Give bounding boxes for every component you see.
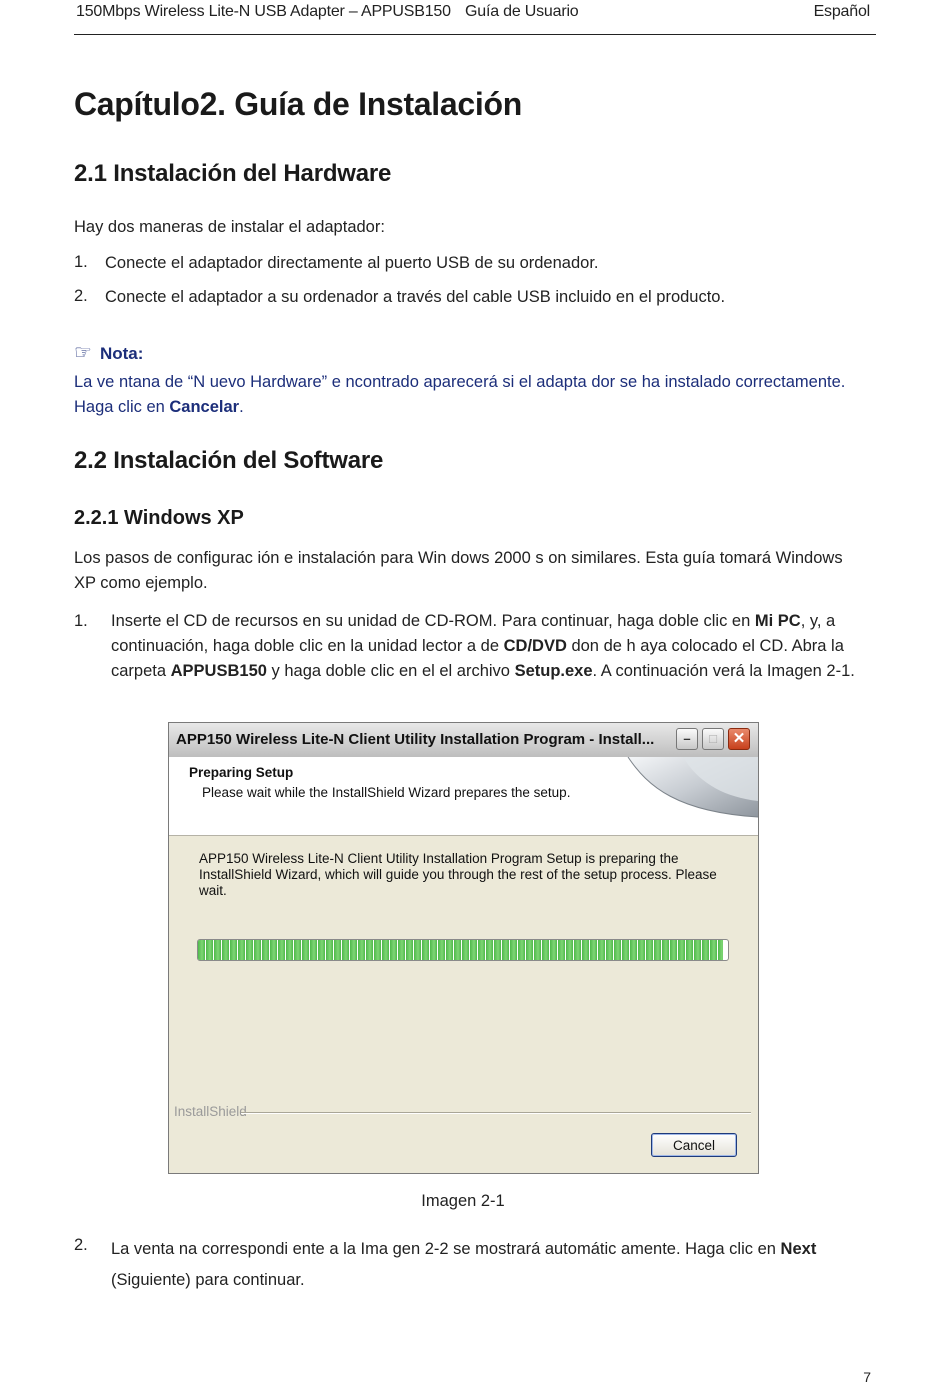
header-guide: Guía de Usuario bbox=[465, 3, 579, 20]
close-button[interactable]: ✕ bbox=[728, 728, 750, 750]
note-text bbox=[74, 370, 864, 420]
banner-title: Preparing Setup bbox=[189, 765, 294, 780]
software-step-1-number: 1. bbox=[74, 612, 88, 630]
step2-part-1: La venta na correspondi ente a la Ima gen 2-2 se mostrará automátic amente. Haga clic en bbox=[111, 1240, 781, 1258]
hardware-item-2-number: 2. bbox=[74, 287, 88, 305]
step1-bold-cd-dvd: CD/DVD bbox=[503, 637, 567, 655]
note-text-after: . bbox=[239, 398, 244, 416]
installer-titlebar[interactable] bbox=[169, 723, 758, 758]
installer-title: APP150 Wireless Lite-N Client Utility Installation Program - Install... bbox=[176, 731, 655, 748]
progress-fill bbox=[198, 940, 723, 960]
maximize-button: □ bbox=[702, 728, 724, 750]
installer-progress-bar bbox=[197, 939, 729, 961]
installer-message: APP150 Wireless Lite-N Client Utility Installation Program Setup is preparing the InstallShield Wizard, which will guide you through the rest of the setup process. Please wait. bbox=[199, 851, 717, 898]
cancel-button[interactable]: Cancel bbox=[651, 1133, 737, 1157]
step1-bold-folder: APPUSB150 bbox=[170, 662, 267, 680]
figure-caption: Imagen 2-1 bbox=[421, 1192, 505, 1210]
note-title-label: Nota: bbox=[99, 344, 144, 363]
step1-part-4: y haga doble clic en el el archivo bbox=[266, 662, 515, 680]
section-hardware-heading: 2.1 Instalación del Hardware bbox=[74, 160, 392, 187]
step1-part-5: . A continuación verá la Imagen 2-1. bbox=[592, 662, 855, 680]
chapter-title: Capítulo2. Guía de Instalación bbox=[74, 86, 522, 122]
step1-part-1: Inserte el CD de recursos en su unidad de CD-ROM. Para continuar, haga doble clic en bbox=[111, 612, 755, 630]
note-text-before: La ve ntana de “N uevo Hardware” e ncontrado aparecerá si el adapta dor se ha instalado correctamente. Haga clic en bbox=[74, 373, 846, 416]
hardware-item-1-text: Conecte el adaptador directamente al puerto USB de su ordenador. bbox=[105, 254, 599, 272]
software-intro: Los pasos de configurac ión e instalación para Win dows 2000 s on similares. Esta guía tomará Windows XP como ejemplo. bbox=[74, 549, 843, 592]
page-curl-graphic bbox=[588, 757, 758, 835]
hardware-intro: Hay dos maneras de instalar el adaptador: bbox=[74, 218, 385, 236]
brand-divider bbox=[241, 1112, 751, 1114]
software-step-2-text bbox=[111, 1234, 859, 1296]
pointing-hand-icon: ☞ bbox=[74, 342, 92, 364]
hardware-item-1-number: 1. bbox=[74, 253, 88, 271]
software-step-2-number: 2. bbox=[74, 1236, 88, 1254]
note-cancel-bold: Cancelar bbox=[169, 398, 240, 416]
step2-part-2: (Siguiente) para continuar. bbox=[111, 1271, 305, 1289]
step1-bold-mi-pc: Mi PC bbox=[754, 612, 801, 630]
step1-part-2: , y, a continuación, haga doble clic en la unidad lector a de bbox=[111, 612, 836, 655]
installshield-brand: InstallShield bbox=[174, 1104, 247, 1119]
header-product: 150Mbps Wireless Lite-N USB Adapter – APPUSB150 bbox=[76, 3, 451, 20]
software-step-1-text bbox=[111, 609, 859, 684]
header-language: Español bbox=[813, 3, 870, 20]
subsection-windows-xp-heading: 2.2.1 Windows XP bbox=[74, 507, 244, 529]
step1-part-3: don de h aya colocado el CD. Abra la carpeta bbox=[111, 637, 844, 680]
hardware-item-2-text: Conecte el adaptador a su ordenador a través del cable USB incluido en el producto. bbox=[105, 288, 726, 306]
step1-bold-setup-exe: Setup.exe bbox=[514, 662, 593, 680]
note-title bbox=[74, 340, 143, 365]
installer-window bbox=[168, 722, 759, 1174]
minimize-button[interactable]: – bbox=[676, 728, 698, 750]
installer-banner bbox=[169, 757, 758, 836]
section-software-heading: 2.2 Instalación del Software bbox=[74, 447, 384, 474]
step2-bold-next: Next bbox=[780, 1240, 817, 1258]
banner-subtitle: Please wait while the InstallShield Wizard prepares the setup. bbox=[202, 785, 571, 800]
page-number: 7 bbox=[863, 1369, 871, 1385]
page-header bbox=[74, 0, 876, 35]
